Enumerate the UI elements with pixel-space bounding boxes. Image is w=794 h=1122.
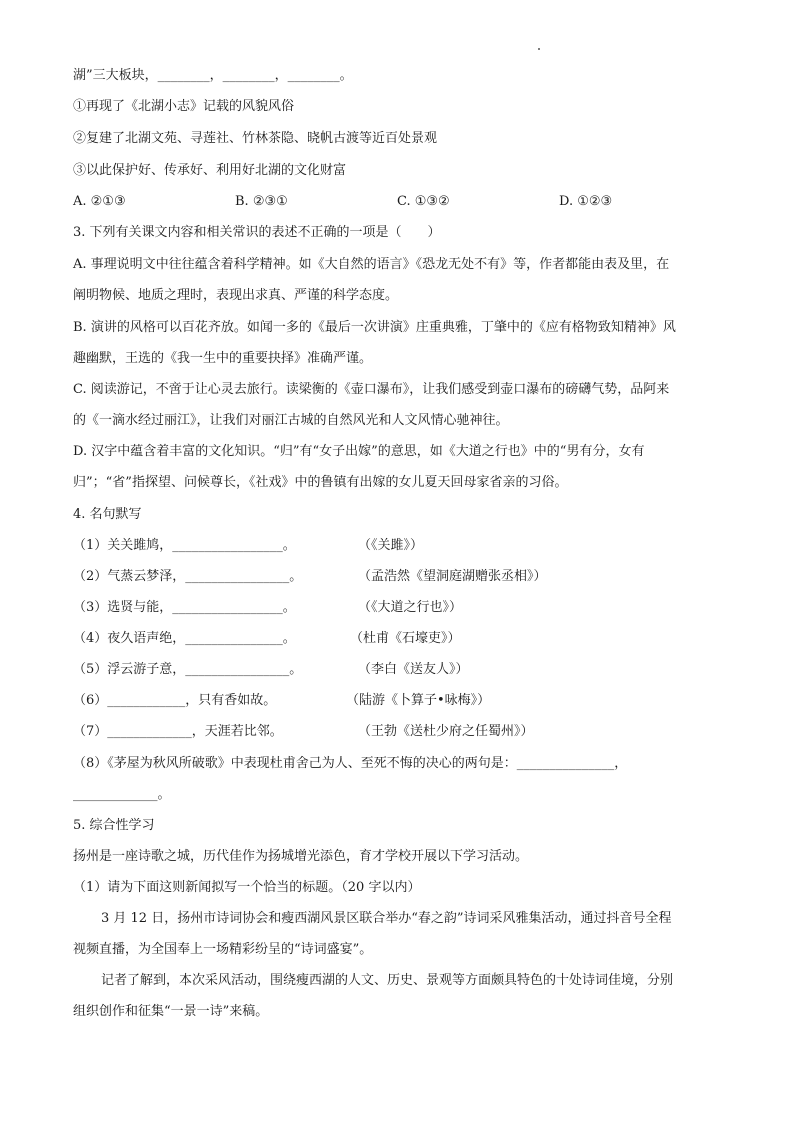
q3-b-line1: B. 演讲的风格可以百花齐放。如闻一多的《最后一次讲演》庄重典雅，丁肇中的《应有格物致知精神》风 [73, 320, 676, 335]
q4-item-3: （3）选贤与能，_________________。 [73, 600, 296, 615]
q3-c-line2: 的《一滴水经过丽江》，让我们对丽江古城的自然风光和人文风情心驰神往。 [73, 413, 509, 428]
q4-item-5: （5）浮云游子意，________________。 [73, 662, 303, 677]
option-3: ③以此保护好、传承好、利用好北湖的文化财富 [73, 163, 347, 178]
q4-title: 4. 名句默写 [73, 507, 142, 522]
intro-line: 湖”三大板块，________，________，________。 [73, 68, 353, 83]
q4-source-7: （王勃《送杜少府之任蜀州》） [358, 724, 534, 739]
scan-dot [538, 48, 540, 50]
q3-stem: 3. 下列有关课文内容和相关常识的表述不正确的一项是（ ） [73, 225, 441, 240]
q3-a-line2: 阐明物候、地质之理时，表现出求真、严谨的科学态度。 [73, 288, 399, 303]
q4-source-1: （《关雎》） [358, 538, 424, 553]
q3-a-line1: A. 事理说明文中往往蕴含着科学精神。如《大自然的语言》《恐龙无处不有》等，作者都能由表及里，在 [73, 257, 670, 272]
q4-item-4: （4）夜久语声绝，_______________。 [73, 631, 296, 646]
q4-item-8-line2: _____________。 [73, 787, 171, 802]
q3-d-line2: 归”；“省”指探望、问候尊长，《社戏》中的鲁镇有出嫁的女儿夏天回母家省亲的习俗。 [73, 475, 568, 490]
choice-b: B. ②③① [235, 194, 288, 209]
q4-item-2: （2）气蒸云梦泽，________________。 [73, 569, 303, 584]
q3-c-line1: C. 阅读游记，不啻于让心灵去旅行。读梁衡的《壶口瀑布》，让我们感受到壶口瀑布的磅礴气势，品阿来 [73, 382, 670, 397]
news-p1-line1: 3 月 12 日，扬州市诗词协会和瘦西湖风景区联合举办“春之韵”诗词采风雅集活动，通过抖音号全程 [101, 911, 672, 926]
option-2: ②复建了北湖文苑、寻莲社、竹林茶隐、晓帆古渡等近百处景观 [73, 131, 438, 146]
q4-item-1: （1）关关雎鸠，_________________。 [73, 538, 296, 553]
q3-b-line2: 趣幽默，王选的《我一生中的重要抉择》准确严谨。 [73, 351, 373, 366]
choice-d: D. ①②③ [559, 194, 613, 209]
q5-intro: 扬州是一座诗歌之城，历代佳作为扬城增光添色，育才学校开展以下学习活动。 [73, 849, 529, 864]
news-p2-line1: 记者了解到，本次采风活动，围绕瘦西湖的人文、历史、景观等方面颇具特色的十处诗词佳境，分别 [101, 973, 674, 988]
q3-d-line1: D. 汉字中蕴含着丰富的文化知识。“归”有“女子出嫁”的意思，如《大道之行也》中的“男有分，女有 [73, 444, 645, 459]
q5-title: 5. 综合性学习 [73, 818, 155, 833]
q4-source-5: （李白《送友人》） [358, 662, 469, 677]
q4-item-6: （6）____________，只有香如故。 [73, 693, 277, 708]
news-p2-line2: 组织创作和征集“一景一诗”来稿。 [73, 1004, 269, 1019]
news-p1-line2: 视频直播，为全国奉上一场精彩纷呈的“诗词盛宴”。 [73, 942, 373, 957]
q4-source-2: （孟浩然《望洞庭湖赠张丞相》） [358, 569, 547, 584]
q5-sub1: （1）请为下面这则新闻拟写一个恰当的标题。（20 字以内） [73, 880, 421, 895]
q4-source-4: （杜甫《石壕吏》） [350, 631, 461, 646]
q4-source-6: （陆游《卜算子•咏梅》） [346, 693, 491, 708]
q4-item-8-line1: （8）《茅屋为秋风所破歌》中表现杜甫舍己为人、至死不悔的决心的两句是：_______________， [73, 756, 628, 771]
choice-a: A. ②①③ [73, 194, 126, 209]
q4-source-3: （《大道之行也》） [358, 600, 463, 615]
choice-c: C. ①③② [397, 194, 450, 209]
q4-item-7: （7）_____________，天涯若比邻。 [73, 724, 283, 739]
option-1: ①再现了《北湖小志》记载的风貌风俗 [73, 99, 295, 114]
